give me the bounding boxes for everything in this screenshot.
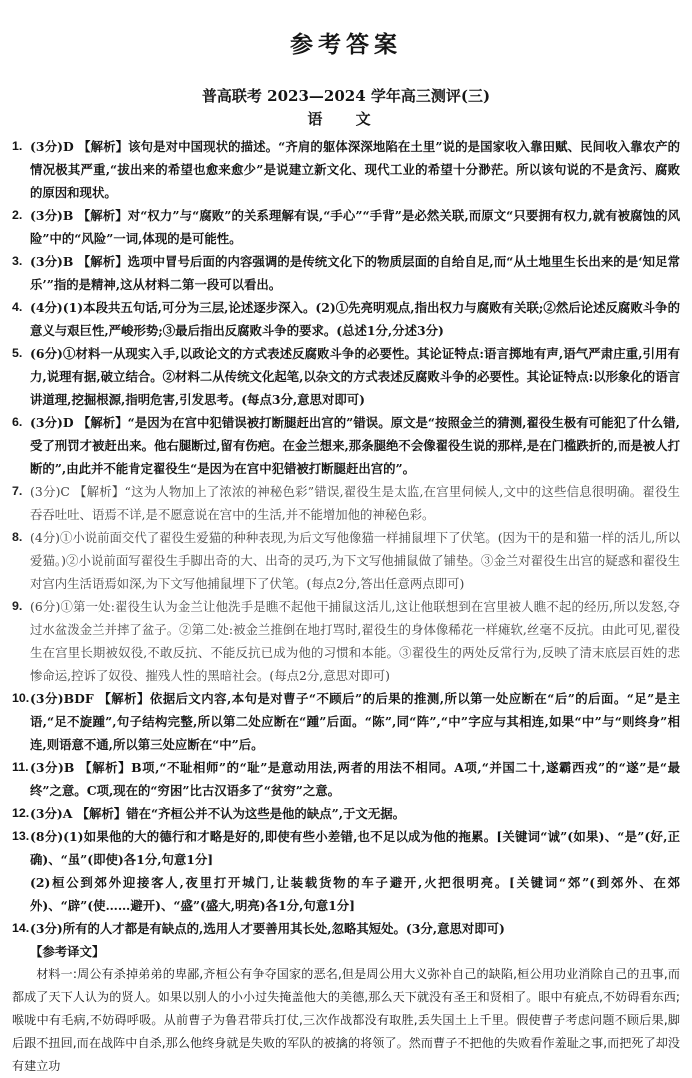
item-number: 6. <box>12 415 23 429</box>
answer-item-2 <box>12 204 680 250</box>
subject-title: 语 文 <box>307 110 385 128</box>
item-number: 11. <box>12 760 29 774</box>
answer-item-4 <box>12 296 680 342</box>
item-text: (6分)①第一处:翟役生认为金兰让他洗手是瞧不起他干捕鼠这活儿,这让他联想到在宫里被人瞧不起的经历,所以发怒,夺过水盆泼金兰并摔了盆子。②第二处:被金兰推倒在地打骂时,翟役生的身体像稀花一样瘫软,丝毫不反抗。由此可见,翟役生在宫里长期被奴役,不敢反抗、不能反抗已成为他的习惯和本能。③翟役生的两处反常行为,反映了清末底层百姓的悲惨命运,控诉了奴役、摧残人性的黑暗社会。(每点2分,意思对即可) <box>30 599 680 683</box>
item-number: 2. <box>12 208 23 222</box>
item-text: (2)桓公到郊外迎接客人,夜里打开城门,让装载货物的车子避开,火把很明亮。[关键词“郊”(到郊外、在郊外)、“辟”(使……避开)、“盛”(盛大,明亮)各1分,句意1分] <box>30 875 680 913</box>
item-text: (3分)B 【解析】选项中冒号后面的内容强调的是传统文化下的物质层面的自给自足,而“从土地里生长出来的是‘知足常乐’”指的是精神,这从材料二第一段可以看出。 <box>30 254 680 292</box>
answer-item-6 <box>12 411 680 480</box>
answer-item-10 <box>12 687 680 756</box>
item-text: (3分)A 【解析】错在“齐桓公并不认为这些是他的缺点”,于文无据。 <box>30 806 405 821</box>
answer-list <box>12 135 680 940</box>
item-text: (3分)B 【解析】B项,“不耻相师”的“耻”是意动用法,两者的用法不相同。A项,“并国二十,遂霸西戎”的“遂”是“最终”之意。C项,现在的“穷困”比古汉语多了“贫穷”之意。 <box>30 760 680 798</box>
item-number: 1. <box>12 139 23 153</box>
answer-item-13 <box>12 825 680 871</box>
item-number: 8. <box>12 530 23 544</box>
answer-item-11 <box>12 756 680 802</box>
answer-item-13-part-2 <box>12 871 680 917</box>
item-text: (6分)①材料一从现实入手,以政论文的方式表述反腐败斗争的必要性。其论证特点:语言掷地有声,语气严肃庄重,引用有力,说理有据,破立结合。②材料二从传统文化起笔,以杂文的方式表述反腐败斗争的必要性。其论证特点:以形象化的语言讲道理,挖掘根源,指明危害,引发思考。(每点3分,意思对即可) <box>30 346 680 407</box>
item-text: (8分)(1)如果他的大的德行和才略是好的,即使有些小差错,也不足以成为他的拖累。[关键词“诚”(如果)、“是”(好,正确)、“虽”(即使)各1分,句意1分] <box>30 829 680 867</box>
answer-item-1 <box>12 135 680 204</box>
item-number: 9. <box>12 599 23 613</box>
item-number: 5. <box>12 346 23 360</box>
answer-item-12 <box>12 802 680 825</box>
item-text: (3分)C 【解析】“这为人物加上了浓浓的神秘色彩”错误,翟役生是太监,在宫里伺候人,文中的这些信息很明确。翟役生吞吞吐吐、语焉不详,是不愿意说在宫中的生活,并不能增加他的神秘色彩。 <box>30 484 680 522</box>
page-title: 参考答案 <box>290 31 402 58</box>
exam-title: 普高联考 2023—2024 学年高三测评(三) <box>201 87 491 105</box>
item-number: 12. <box>12 806 30 820</box>
answer-item-8 <box>12 526 680 595</box>
item-text: (3分)B 【解析】对“权力”与“腐败”的关系理解有误,“手心”“手背”是必然关联,而原文“只要拥有权力,就有被腐蚀的风险”中的“风险”一词,体现的是可能性。 <box>30 208 680 246</box>
item-number: 10. <box>12 691 30 705</box>
item-number: 4. <box>12 300 23 314</box>
translation-body: 材料一:周公有杀掉弟弟的卑鄙,齐桓公有争夺国家的恶名,但是周公用大义弥补自己的缺陷,桓公用功业消除自己的丑事,而都成了天下人认为的贤人。如果以别人的小小过失掩盖他大的美德,那么天下就没有圣王和贤相了。眼中有疵点,不妨碍看东西;喉咙中有毛病,不妨碍呼吸。从前曹子为鲁君带兵打仗,三次作战都没有取胜,丢失国土上千里。假使曹子考虑问题不顾后果,脚后跟不扭回,而在战阵中自杀,那么他终身就是失败的军队的被擒的将领了。然而曹子不把他的失败看作羞耻之事,而把死了却没有建立功 <box>12 967 680 1073</box>
answer-item-3 <box>12 250 680 296</box>
item-text: (3分)D 【解析】该句是对中国现状的描述。“齐肩的躯体深深地陷在土里”说的是国家收入靠田赋、民间收入靠农产的情况极其严重,“拔出来的希望也愈来愈少”是说建立新文化、现代工业的希望十分渺茫。所以该句说的不是贪污、腐败的原因和现状。 <box>30 139 680 200</box>
item-number: 14. <box>12 921 30 935</box>
answer-item-7 <box>12 480 680 526</box>
item-text: (4分)①小说前面交代了翟役生爱猫的种种表现,为后文写他像猫一样捕鼠埋下了伏笔。(因为干的是和猫一样的活儿,所以爱猫。)②小说前面写翟役生手脚出奇的大、出奇的灵巧,为下文写他捕鼠做了铺垫。③金兰对翟役生出宫的疑惑和翟役生对宫内生活语焉如深,为下文写他捕鼠埋下了伏笔。(每点2分,答出任意两点即可) <box>30 530 680 591</box>
answer-item-14 <box>12 917 680 940</box>
answer-item-9 <box>12 595 680 687</box>
item-text: (4分)(1)本段共五句话,可分为三层,论述逐步深入。(2)①先亮明观点,指出权力与腐败有关联;②然后论述反腐败斗争的意义与艰巨性,严峻形势;③最后指出反腐败斗争的要求。(总述1分,分述3分) <box>30 300 680 338</box>
item-number: 7. <box>12 484 23 498</box>
item-text: (3分)D 【解析】“是因为在宫中犯错误被打断腿赶出宫的”错误。原文是“按照金兰的猜测,翟役生极有可能犯了什么错,受了刑罚才被赶出来。他右腿断过,留有伤疤。在金兰想来,那条腿绝不会像翟役生说的那样,是在门槛跌折的,而是被人打断的”,由此并不能肯定翟役生“是因为在宫中犯错被打断腿赶出宫的”。 <box>30 415 680 476</box>
answer-item-5 <box>12 342 680 411</box>
translation-heading: 【参考译文】 <box>30 944 105 959</box>
item-text: (3分)BDF 【解析】依据后文内容,本句是对曹子“不顾后”的后果的推测,所以第一处应断在“后”的后面。“足”是主语,“足不旋踵”,句子结构完整,所以第二处应断在“踵”后面。“陈”,同“阵”,“中”字应与其相连,如果“中”与“则终身”相连,则语意不通,所以第三处应断在“中”后。 <box>30 691 680 752</box>
item-number: 3. <box>12 254 23 268</box>
item-number: 13. <box>12 829 30 843</box>
item-text: (3分)所有的人才都是有缺点的,选用人才要善用其长处,忽略其短处。(3分,意思对即可) <box>30 921 505 936</box>
